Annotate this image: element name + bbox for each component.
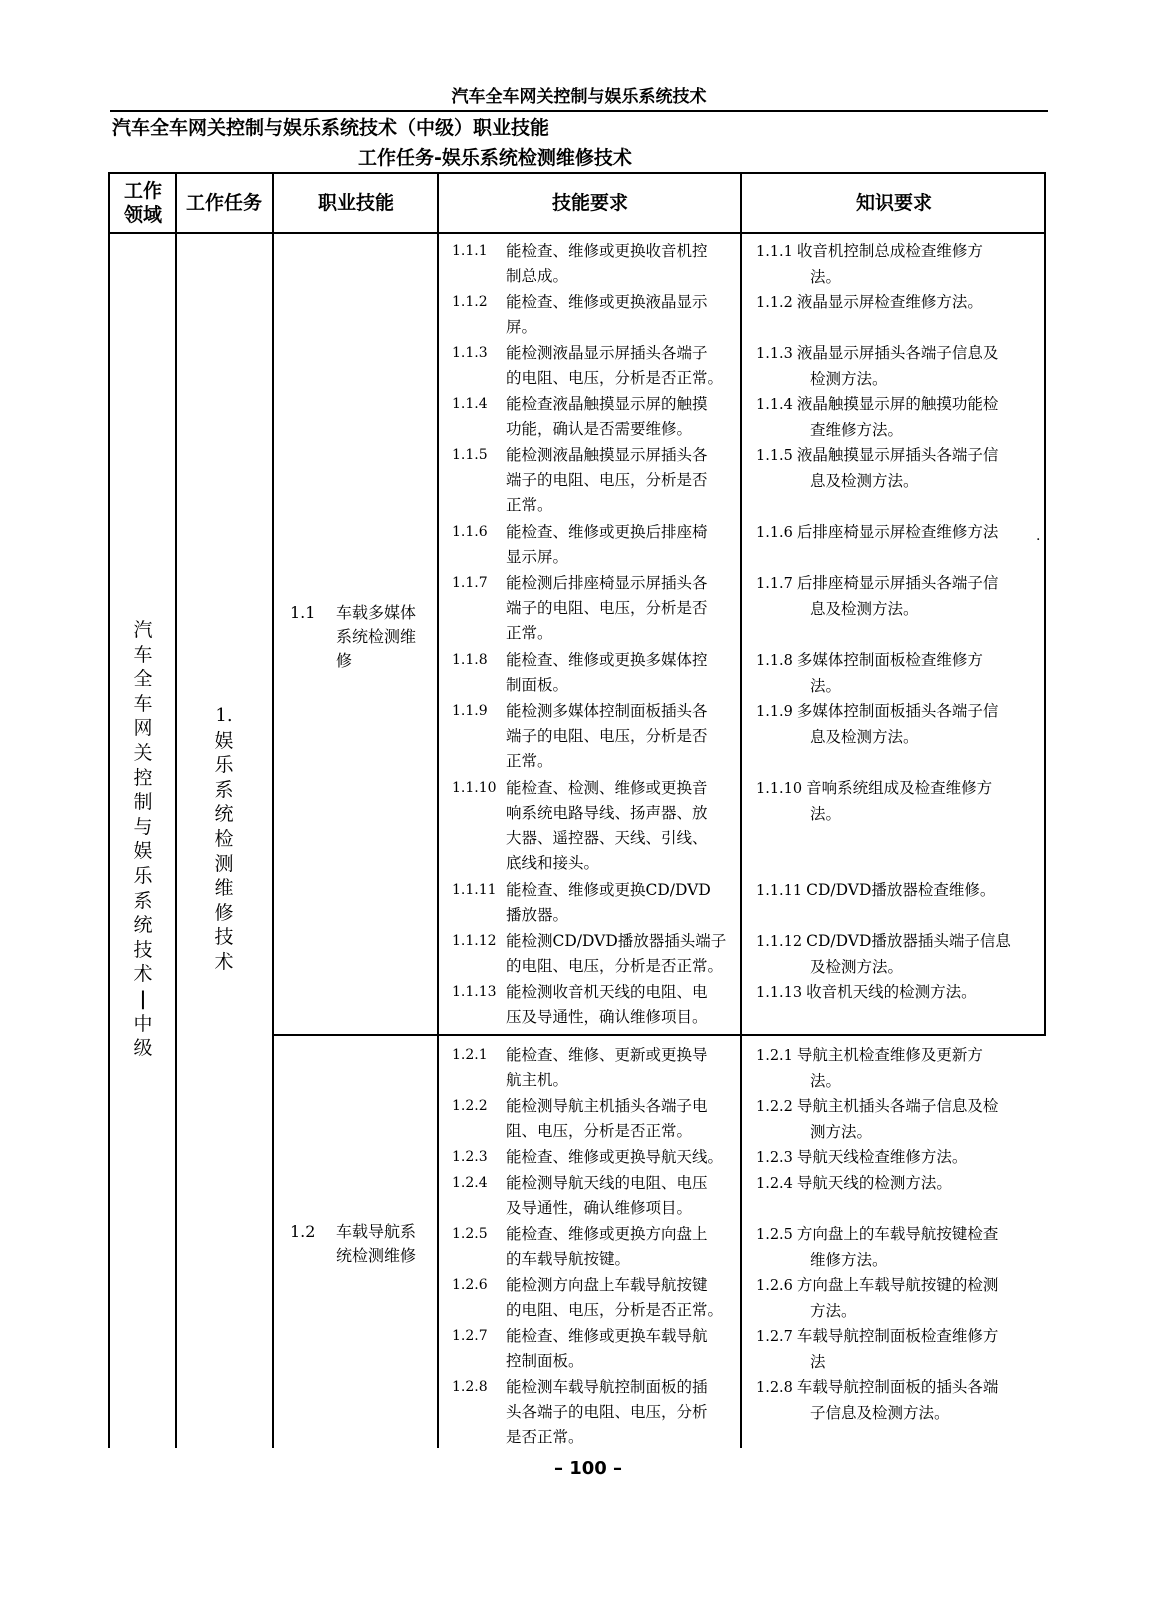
knowledge-code: 1.1.1 [756,244,793,260]
col-divider-4 [740,172,742,1448]
knowledge-requirement-item [756,1094,1046,1145]
knowledge-text: 导航主机检查维修及更新方 [796,1046,983,1064]
knowledge-code: 1.2.4 [756,1176,793,1192]
work-task-number: 1. [215,705,233,726]
requirement-line: 端子的电阻、电压，分析是否 [506,471,708,489]
skill-requirement-item [452,1145,738,1170]
requirement-line: 压及导通性，确认维修项目。 [506,1008,708,1026]
knowledge-line [756,392,1046,418]
skill-requirement-item [452,392,738,442]
requirement-text [506,648,738,698]
knowledge-code: 1.2.1 [756,1048,793,1064]
skill-requirement-item [452,1222,738,1272]
knowledge-requirement-item [756,443,1046,494]
skill-code: 1.1 [290,603,316,622]
requirement-code: 1.1.11 [452,882,497,898]
knowledge-requirement-item [756,1145,1046,1171]
requirement-line: 能检测多媒体控制面板插头各 [506,702,708,720]
requirement-text [506,290,738,340]
requirement-line: 屏。 [506,318,538,336]
knowledge-requirement-item [756,392,1046,443]
knowledge-line [756,878,1046,904]
requirement-line: 能检测液晶触摸显示屏插头各 [506,446,708,464]
work-domain-char: 制 [133,791,153,814]
requirement-line: 能检测收音机天线的电阻、电 [506,983,708,1001]
work-domain-char: | [139,987,147,1010]
work-domain-char: 中 [133,1012,153,1035]
running-header: 汽车全车网关控制与娱乐系统技术 [451,87,707,107]
work-domain-char: 乐 [133,864,153,887]
knowledge-code: 1.2.6 [756,1278,793,1294]
skill-requirement-item [452,571,738,646]
requirement-code: 1.1.6 [452,524,488,540]
knowledge-requirement-item [756,648,1046,699]
header-knowledge-requirements: 知识要求 [855,192,932,214]
knowledge-line [756,648,1046,674]
skill-requirement-item [452,1043,738,1093]
requirement-line: 正常。 [506,752,553,770]
requirement-line: 的电阻、电压，分析是否正常。 [506,369,724,387]
requirement-line: 能检查、维修或更换收音机控 [506,242,708,260]
requirement-line: 能检测导航天线的电阻、电压 [506,1174,708,1192]
requirement-code: 1.1.5 [452,447,488,463]
knowledge-text: 液晶显示屏检查维修方法。 [796,293,983,311]
work-domain-char: 控 [133,766,153,789]
knowledge-text: 液晶触摸显示屏插头各端子信 [796,446,999,464]
knowledge-line: 子信息及检测方法。 [810,1404,950,1422]
knowledge-code: 1.2.2 [756,1099,793,1115]
requirement-line: 底线和接头。 [506,854,600,872]
requirement-line: 能检测导航主机插头各端子电 [506,1097,708,1115]
document-title: 汽车全车网关控制与娱乐系统技术（中级）职业技能 [112,117,550,139]
knowledge-text: 收音机控制总成检查维修方 [796,242,983,260]
page-number: – 100 – [553,1458,623,1479]
work-domain-char: 全 [133,668,153,691]
knowledge-text: 方向盘上车载导航按键的检测 [796,1276,999,1294]
knowledge-code: 1.1.12 [756,934,803,950]
requirement-code: 1.2.7 [452,1328,488,1344]
knowledge-line: 方法。 [810,1302,857,1320]
stray-mark: . [1036,528,1041,544]
requirement-line: 功能，确认是否需要维修。 [506,420,693,438]
requirement-text [506,239,738,289]
col-divider-2 [272,172,274,1448]
skill-requirement-item [452,776,738,876]
requirement-line: 正常。 [506,624,553,642]
knowledge-requirement-item [756,699,1046,750]
work-task-vertical [209,704,239,975]
knowledge-line: 查维修方法。 [810,421,904,439]
knowledge-line: 息及检测方法。 [810,472,919,490]
skill-label: 车载导航系统检测维修 [336,1222,417,1265]
work-task-char: 技 [214,926,234,949]
requirement-code: 1.1.3 [452,345,488,361]
requirement-line: 能检查、维修或更换导航天线。 [506,1148,724,1166]
knowledge-line: 法。 [810,268,842,286]
requirement-line: 阻、电压，分析是否正常。 [506,1122,693,1140]
requirement-code: 1.1.4 [452,396,488,412]
work-domain-char: 与 [133,815,153,838]
requirement-line: 正常。 [506,496,553,514]
knowledge-code: 1.1.5 [756,448,793,464]
requirement-text [506,699,738,774]
knowledge-line: 维修方法。 [810,1251,888,1269]
knowledge-code: 1.2.7 [756,1329,793,1345]
requirement-code: 1.1.9 [452,703,488,719]
requirement-line: 的车载导航按键。 [506,1250,631,1268]
work-task-char: 统 [214,803,234,826]
requirement-code: 1.1.12 [452,933,497,949]
knowledge-line: 息及检测方法。 [810,728,919,746]
knowledge-requirement-item [756,1375,1046,1426]
requirement-line: 端子的电阻、电压，分析是否 [506,599,708,617]
requirement-text [506,392,738,442]
work-task-char: 测 [214,852,234,875]
knowledge-code: 1.1.4 [756,397,793,413]
requirement-line: 端子的电阻、电压，分析是否 [506,727,708,745]
knowledge-requirement-item [756,520,1046,546]
requirement-line: 是否正常。 [506,1428,584,1446]
requirement-line: 播放器。 [506,906,569,924]
skill-row-divider [272,1034,1046,1036]
skill-requirement-item [452,878,738,928]
knowledge-line [756,1171,1046,1197]
knowledge-code: 1.1.7 [756,576,793,592]
knowledge-code: 1.1.6 [756,525,793,541]
knowledge-line [756,1222,1046,1248]
requirement-code: 1.1.2 [452,294,488,310]
work-task-char: 术 [214,950,234,973]
knowledge-text: 多媒体控制面板插头各端子信 [796,702,999,720]
knowledge-code: 1.1.11 [756,883,803,899]
knowledge-text: 导航天线检查维修方法。 [796,1148,968,1166]
knowledge-requirement-item [756,1324,1046,1375]
work-domain-char: 车 [133,692,153,715]
requirement-line: 能检查、维修或更换后排座椅 [506,523,708,541]
knowledge-line [756,776,1046,802]
work-domain-char: 级 [133,1037,153,1060]
knowledge-requirement-item [756,239,1046,290]
knowledge-line: 检测方法。 [810,370,888,388]
skill-requirement-item [452,699,738,774]
knowledge-line [756,290,1046,316]
skill-requirement-item [452,1171,738,1221]
requirement-line: 能检查、维修或更换方向盘上 [506,1225,708,1243]
knowledge-text: 收音机天线的检测方法。 [806,983,977,1001]
skill-requirement-item [452,1273,738,1323]
knowledge-requirement-item [756,980,1046,1006]
knowledge-code: 1.1.2 [756,295,793,311]
knowledge-requirement-item [756,341,1046,392]
requirement-text [506,1043,738,1093]
skill-code: 1.2 [290,1222,316,1241]
work-task-char: 系 [214,778,234,801]
requirement-text [506,571,738,646]
work-domain-char: 关 [133,741,153,764]
knowledge-code: 1.1.8 [756,653,793,669]
knowledge-line [756,1043,1046,1069]
requirement-line: 能检查、检测、维修或更换音 [506,779,708,797]
requirement-line: 能检测后排座椅显示屏插头各 [506,574,708,592]
knowledge-text: 方向盘上的车载导航按键检查 [796,1225,999,1243]
requirement-line: 头各端子的电阻、电压，分析 [506,1403,708,1421]
knowledge-requirement-item [756,1043,1046,1094]
skill-1-1 [290,601,428,673]
work-domain-char: 网 [133,717,153,740]
knowledge-text: 音响系统组成及检查维修方 [806,779,993,797]
knowledge-code: 1.1.10 [756,781,803,797]
knowledge-line [756,520,1046,546]
requirement-text [506,1145,738,1170]
requirement-text [506,929,738,979]
requirement-text [506,1094,738,1144]
knowledge-line: 法。 [810,1072,842,1090]
requirement-text [506,443,738,518]
knowledge-line [756,1094,1046,1120]
knowledge-code: 1.2.8 [756,1380,793,1396]
skill-requirement-item [452,341,738,391]
document-subtitle [110,145,1176,171]
requirement-code: 1.2.2 [452,1098,488,1114]
knowledge-text: 后排座椅显示屏插头各端子信 [796,574,999,592]
requirement-code: 1.2.6 [452,1277,488,1293]
header-skill-requirements: 技能要求 [551,192,628,214]
knowledge-requirement-item [756,776,1046,827]
header-work-task: 工作任务 [185,192,262,214]
requirement-line: 大器、遥控器、天线、引线、 [506,829,708,847]
knowledge-line [756,1375,1046,1401]
requirement-code: 1.2.8 [452,1379,488,1395]
knowledge-text: CD/DVD播放器检查维修。 [806,881,996,899]
requirement-code: 1.2.3 [452,1149,488,1165]
knowledge-line [756,571,1046,597]
requirement-line: 能检测CD/DVD播放器插头端子 [506,932,727,950]
knowledge-line [756,341,1046,367]
knowledge-line [756,980,1046,1006]
requirement-line: 制面板。 [506,676,569,694]
work-task-char: 检 [214,827,234,850]
work-domain-vertical [128,618,158,1061]
knowledge-text: 车载导航控制面板检查维修方 [796,1327,999,1345]
work-domain-char: 系 [133,889,153,912]
requirement-line: 的电阻、电压，分析是否正常。 [506,957,724,975]
knowledge-line: 法。 [810,805,842,823]
knowledge-line [756,1324,1046,1350]
skill-label: 车载多媒体系统检测维修 [336,603,417,670]
requirement-text [506,878,738,928]
knowledge-line [756,699,1046,725]
knowledge-requirement-item [756,929,1046,980]
knowledge-text: 液晶显示屏插头各端子信息及 [796,344,999,362]
requirement-line: 能检查、维修或更换多媒体控 [506,651,708,669]
skill-requirement-item [452,648,738,698]
work-task-char: 修 [214,901,234,924]
work-task-char: 乐 [214,754,234,777]
requirement-line: 能检查液晶触摸显示屏的触摸 [506,395,708,413]
requirement-line: 显示屏。 [506,548,569,566]
knowledge-line: 法 [810,1353,826,1371]
requirement-line: 能检测液晶显示屏插头各端子 [506,344,708,362]
knowledge-requirement-item [756,290,1046,316]
knowledge-requirement-item [756,1222,1046,1273]
requirement-line: 航主机。 [506,1071,569,1089]
work-domain-char: 术 [133,963,153,986]
requirement-line: 能检查、维修、更新或更换导 [506,1046,708,1064]
knowledge-line [756,443,1046,469]
knowledge-text: 液晶触摸显示屏的触摸功能检 [796,395,999,413]
work-domain-char: 车 [133,643,153,666]
skill-requirement-item [452,520,738,570]
requirement-code: 1.1.7 [452,575,488,591]
requirement-line: 能检查、维修或更换车载导航 [506,1327,708,1345]
table-border-left [108,172,110,1448]
knowledge-line: 法。 [810,677,842,695]
knowledge-line [756,239,1046,265]
knowledge-requirement-item [756,878,1046,904]
requirement-code: 1.1.8 [452,652,488,668]
requirement-code: 1.2.5 [452,1226,488,1242]
header-work-domain-line2: 领域 [123,204,162,226]
knowledge-line: 息及检测方法。 [810,600,919,618]
header-work-domain [110,172,176,234]
requirement-code: 1.1.1 [452,243,488,259]
col-divider-3 [437,172,439,1448]
requirement-text [506,520,738,570]
work-domain-char: 统 [133,914,153,937]
header-skill: 职业技能 [317,192,394,214]
skill-requirement-item [452,1094,738,1144]
knowledge-text: 导航主机插头各端子信息及检 [796,1097,999,1115]
knowledge-code: 1.1.3 [756,346,793,362]
skill-requirement-item [452,929,738,979]
requirement-text [506,1273,738,1323]
subtitle-text: 工作任务-娱乐系统检测维修技术 [358,147,632,169]
requirement-line: 的电阻、电压，分析是否正常。 [506,1301,724,1319]
knowledge-text: 后排座椅显示屏检查维修方法 [796,523,999,541]
skill-requirement-item [452,1324,738,1374]
requirement-code: 1.2.1 [452,1047,488,1063]
requirement-code: 1.1.10 [452,780,497,796]
work-task-char: 维 [214,877,234,900]
skill-requirement-item [452,239,738,289]
skill-requirement-item [452,980,738,1030]
knowledge-line: 测方法。 [810,1123,873,1141]
skill-1-2 [290,1220,428,1268]
knowledge-requirement-item [756,571,1046,622]
requirement-text [506,341,738,391]
requirement-text [506,980,738,1030]
requirement-line: 及导通性，确认维修项目。 [506,1199,693,1217]
knowledge-requirement-item [756,1171,1046,1197]
knowledge-code: 1.2.5 [756,1227,793,1243]
work-domain-char: 娱 [133,840,153,863]
knowledge-code: 1.2.3 [756,1150,793,1166]
knowledge-text: 导航天线的检测方法。 [796,1174,952,1192]
requirement-text [506,1324,738,1374]
requirement-line: 能检测方向盘上车载导航按键 [506,1276,708,1294]
header-rule [110,110,1048,112]
knowledge-requirement-item [756,1273,1046,1324]
knowledge-code: 1.1.13 [756,985,803,1001]
knowledge-line [756,929,1046,955]
skill-requirement-item [452,1375,738,1450]
header-work-domain-line1: 工作 [123,180,162,202]
requirement-text [506,1171,738,1221]
requirement-text [506,776,738,876]
skill-requirement-item [452,290,738,340]
requirement-text [506,1375,738,1450]
knowledge-line: 及检测方法。 [810,958,904,976]
requirement-line: 能检查、维修或更换液晶显示 [506,293,708,311]
work-task-char: 娱 [214,729,234,752]
knowledge-code: 1.1.9 [756,704,793,720]
requirement-text [506,1222,738,1272]
knowledge-text: 车载导航控制面板的插头各端 [796,1378,999,1396]
requirement-line: 控制面板。 [506,1352,584,1370]
knowledge-text: CD/DVD播放器插头端子信息 [806,932,1011,950]
work-domain-char: 汽 [133,619,153,641]
work-domain-char: 技 [133,938,153,961]
requirement-line: 能检测车载导航控制面板的插 [506,1378,708,1396]
skill-requirement-item [452,443,738,518]
knowledge-line [756,1273,1046,1299]
requirement-code: 1.2.4 [452,1175,488,1191]
col-divider-1 [175,172,177,1448]
requirement-code: 1.1.13 [452,984,497,1000]
requirement-line: 响系统电路导线、扬声器、放 [506,804,708,822]
requirement-line: 能检查、维修或更换CD/DVD [506,881,711,899]
knowledge-line [756,1145,1046,1171]
requirement-line: 制总成。 [506,267,569,285]
knowledge-text: 多媒体控制面板检查维修方 [796,651,983,669]
